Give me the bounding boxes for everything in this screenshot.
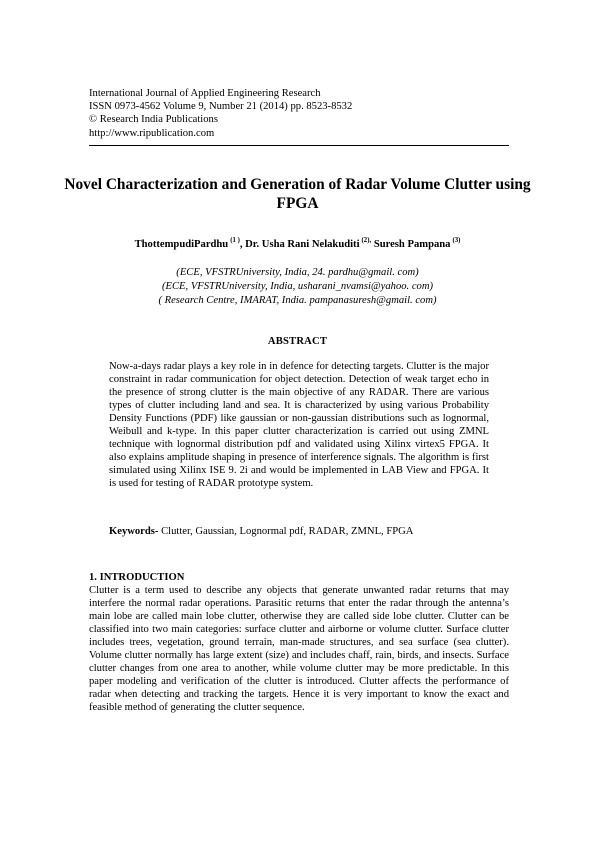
paper-title: Novel Characterization and Generation of Radar Volume Clutter using FPGA <box>64 176 531 212</box>
author-name: Suresh Pampana <box>373 239 451 250</box>
keywords-text: Clutter, Gaussian, Lognormal pdf, RADAR, ZMNL, FPGA <box>158 526 414 537</box>
author-name: ThottempudiPardhu <box>134 239 229 250</box>
section-body-introduction: Clutter is a term used to describe any objects that generate unwanted radar returns that may interfere the normal radar operations. Parasitic returns that enter the radar through the antenna’s main lobe are called main lobe clutter, otherwise they are called side lobe clutter. Clutter can be classified into two main categories: surface clutter and airborne or volume clutter. Surface clutter includes trees, vegetation, ground terrain, man-made structures, and sea surface (sea clutter). Volume clutter normally has large extent (size) and includes chaff, rain, birds, and insects. Surface clutter changes from one area to another, while volume clutter may be more predictable. In this paper modeling and verification of the clutter is introduced. Clutter affects the performance of radar when detecting and tracking the targets. Hence it is very important to know the exact and feasible method of generating the clutter sequence. <box>89 585 509 713</box>
journal-publisher: © Research India Publications <box>89 114 218 126</box>
author-separator: , <box>239 239 246 250</box>
author-name: Dr. Usha Rani Nelakuditi <box>245 239 360 250</box>
author-mark: (3) <box>452 237 461 244</box>
author-mark: (2), <box>361 237 372 244</box>
keywords-line <box>109 526 489 537</box>
journal-header <box>89 87 509 140</box>
section-heading-introduction: 1. INTRODUCTION <box>89 572 185 583</box>
header-divider <box>89 145 509 146</box>
abstract-heading: ABSTRACT <box>267 336 328 347</box>
affiliation-line: ( Research Centre, IMARAT, India. pampanasuresh@gmail. com) <box>158 295 437 306</box>
journal-url[interactable]: http://www.ripublication.com <box>89 127 215 139</box>
journal-name: International Journal of Applied Engineering Research <box>89 88 321 99</box>
author-mark: (1 ) <box>230 237 240 244</box>
affiliation-list <box>60 266 535 308</box>
journal-issn: ISSN 0973-4562 Volume 9, Number 21 (2014) pp. 8523-8532 <box>89 101 353 113</box>
affiliation-line: (ECE, VFSTRUniversity, India, 24. pardhu@gmail. com) <box>176 267 419 278</box>
affiliation-line: (ECE, VFSTRUniversity, India, usharani_nvamsi@yahoo. com) <box>161 281 434 292</box>
keywords-label: Keywords- <box>109 526 159 537</box>
author-list <box>60 237 535 250</box>
abstract-body: Now-a-days radar plays a key role in in defence for detecting targets. Clutter is the major constraint in radar communication for object detection. Detection of weak target echo in the presence of strong clutter is the main objective of any RADAR. There are various types of clutter including land and sea. It is characterized by using various Probability Density Functions (PDF) like gaussian or non-gaussian distributions such as lognormal, Weibull and k-type. In this paper clutter characterization is carried out using ZMNL technique with lognormal distribution pdf and validated using Xilinx virtex5 FPGA. It also explains amplitude shaping in presence of interference signals. The algorithm is first simulated using Xilinx ISE 9. 2i and would be implemented in LAB View and FPGA. It is used for testing of RADAR prototype system. <box>109 361 489 489</box>
